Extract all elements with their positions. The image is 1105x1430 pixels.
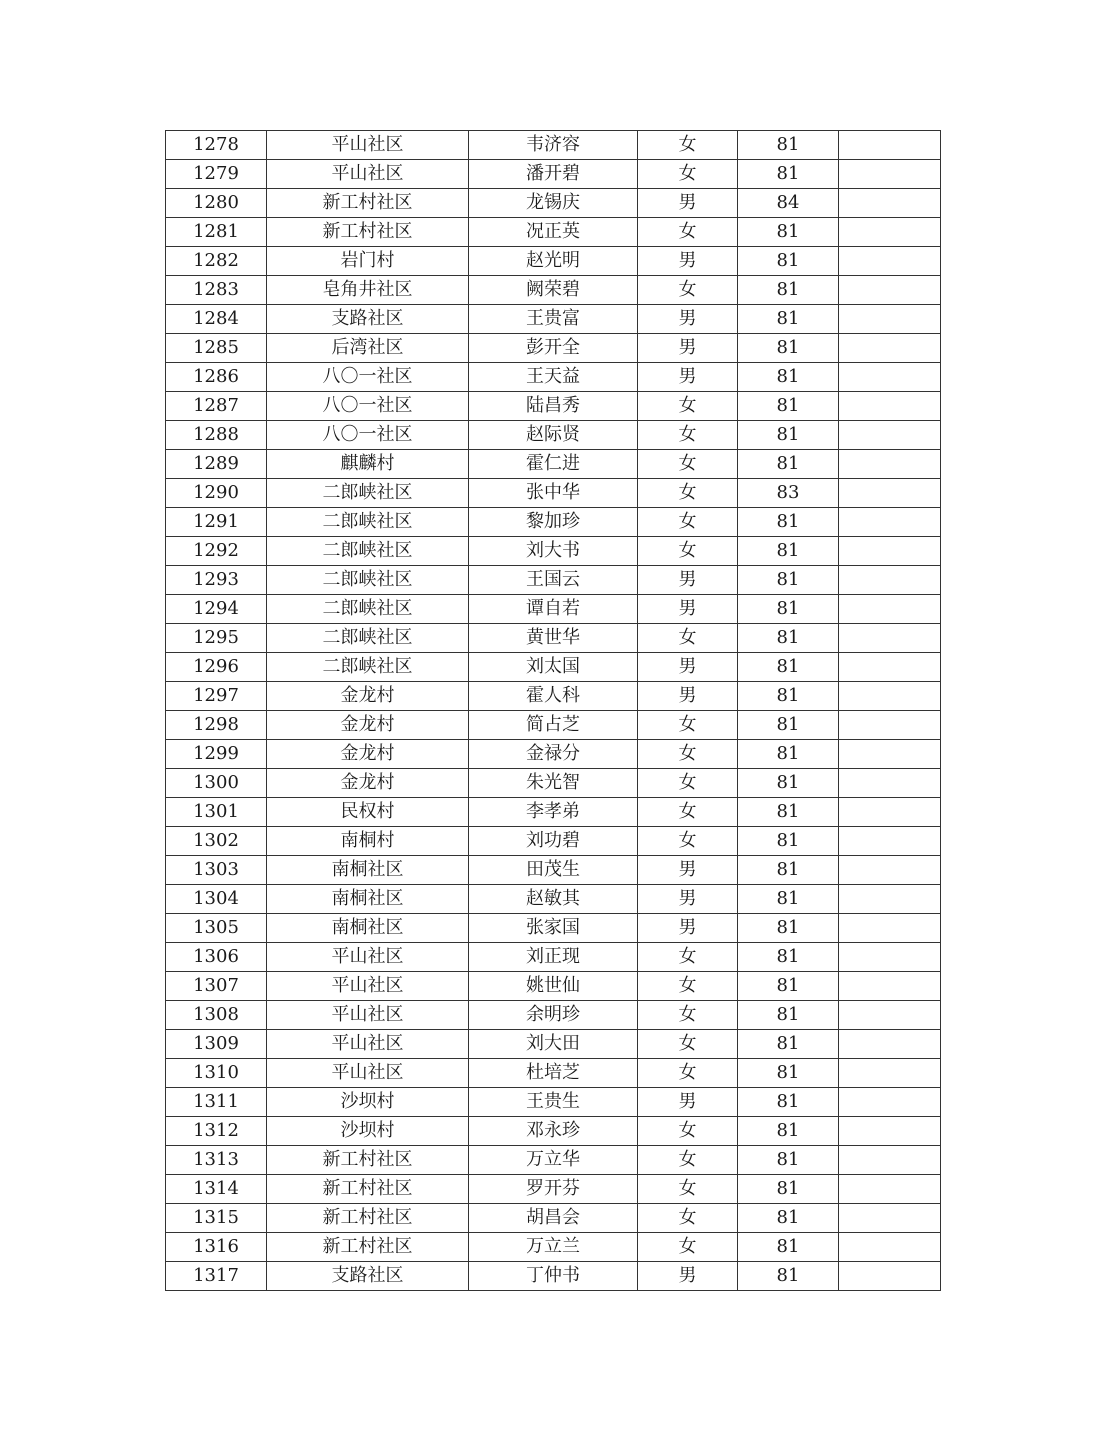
name-cell: 刘大田	[469, 1030, 638, 1059]
community-cell: 二郎峡社区	[267, 508, 469, 537]
seq-cell: 1279	[166, 160, 267, 189]
community-cell: 南桐社区	[267, 885, 469, 914]
table-row	[166, 1262, 941, 1291]
table-row	[166, 885, 941, 914]
gender-cell: 女	[638, 1059, 738, 1088]
gender-cell: 女	[638, 1204, 738, 1233]
community-cell: 二郎峡社区	[267, 595, 469, 624]
gender-cell: 男	[638, 1088, 738, 1117]
note-cell	[839, 1059, 941, 1088]
table-row	[166, 740, 941, 769]
age-cell: 81	[738, 305, 839, 334]
table-row	[166, 479, 941, 508]
community-cell: 平山社区	[267, 1001, 469, 1030]
note-cell	[839, 305, 941, 334]
name-cell: 田茂生	[469, 856, 638, 885]
table-row	[166, 218, 941, 247]
name-cell: 万立华	[469, 1146, 638, 1175]
age-cell: 81	[738, 218, 839, 247]
community-cell: 新工村社区	[267, 189, 469, 218]
name-cell: 刘功碧	[469, 827, 638, 856]
community-cell: 支路社区	[267, 305, 469, 334]
community-cell: 沙坝村	[267, 1117, 469, 1146]
gender-cell: 女	[638, 537, 738, 566]
name-cell: 余明珍	[469, 1001, 638, 1030]
seq-cell: 1278	[166, 131, 267, 160]
community-cell: 平山社区	[267, 1030, 469, 1059]
community-cell: 南桐村	[267, 827, 469, 856]
age-cell: 81	[738, 450, 839, 479]
table-row	[166, 682, 941, 711]
table-row	[166, 1059, 941, 1088]
name-cell: 潘开碧	[469, 160, 638, 189]
age-cell: 81	[738, 827, 839, 856]
table-row	[166, 1233, 941, 1262]
gender-cell: 男	[638, 885, 738, 914]
seq-cell: 1301	[166, 798, 267, 827]
note-cell	[839, 943, 941, 972]
note-cell	[839, 856, 941, 885]
age-cell: 81	[738, 1204, 839, 1233]
gender-cell: 女	[638, 740, 738, 769]
community-cell: 八〇一社区	[267, 363, 469, 392]
age-cell: 81	[738, 363, 839, 392]
seq-cell: 1317	[166, 1262, 267, 1291]
gender-cell: 女	[638, 421, 738, 450]
gender-cell: 女	[638, 943, 738, 972]
name-cell: 胡昌会	[469, 1204, 638, 1233]
gender-cell: 男	[638, 363, 738, 392]
seq-cell: 1291	[166, 508, 267, 537]
community-cell: 新工村社区	[267, 1175, 469, 1204]
gender-cell: 男	[638, 247, 738, 276]
note-cell	[839, 218, 941, 247]
age-cell: 81	[738, 1088, 839, 1117]
table-row	[166, 827, 941, 856]
age-cell: 81	[738, 682, 839, 711]
name-cell: 姚世仙	[469, 972, 638, 1001]
seq-cell: 1306	[166, 943, 267, 972]
table-row	[166, 1117, 941, 1146]
age-cell: 81	[738, 566, 839, 595]
community-cell: 二郎峡社区	[267, 479, 469, 508]
note-cell	[839, 914, 941, 943]
gender-cell: 女	[638, 392, 738, 421]
note-cell	[839, 189, 941, 218]
gender-cell: 男	[638, 334, 738, 363]
note-cell	[839, 740, 941, 769]
age-cell: 81	[738, 276, 839, 305]
gender-cell: 女	[638, 1175, 738, 1204]
gender-cell: 男	[638, 914, 738, 943]
note-cell	[839, 653, 941, 682]
name-cell: 张家国	[469, 914, 638, 943]
note-cell	[839, 247, 941, 276]
age-cell: 81	[738, 769, 839, 798]
seq-cell: 1312	[166, 1117, 267, 1146]
age-cell: 81	[738, 972, 839, 1001]
age-cell: 81	[738, 1233, 839, 1262]
age-cell: 81	[738, 1175, 839, 1204]
seq-cell: 1295	[166, 624, 267, 653]
note-cell	[839, 1001, 941, 1030]
note-cell	[839, 537, 941, 566]
note-cell	[839, 363, 941, 392]
seq-cell: 1311	[166, 1088, 267, 1117]
name-cell: 王贵生	[469, 1088, 638, 1117]
name-cell: 阙荣碧	[469, 276, 638, 305]
table-row	[166, 1088, 941, 1117]
note-cell	[839, 885, 941, 914]
table-row	[166, 421, 941, 450]
name-cell: 刘大书	[469, 537, 638, 566]
table-row	[166, 1204, 941, 1233]
seq-cell: 1310	[166, 1059, 267, 1088]
table-row	[166, 856, 941, 885]
seq-cell: 1283	[166, 276, 267, 305]
gender-cell: 女	[638, 160, 738, 189]
seq-cell: 1280	[166, 189, 267, 218]
note-cell	[839, 972, 941, 1001]
age-cell: 81	[738, 1030, 839, 1059]
community-cell: 新工村社区	[267, 1146, 469, 1175]
name-cell: 万立兰	[469, 1233, 638, 1262]
note-cell	[839, 769, 941, 798]
gender-cell: 女	[638, 769, 738, 798]
gender-cell: 女	[638, 450, 738, 479]
gender-cell: 男	[638, 1262, 738, 1291]
table-row	[166, 276, 941, 305]
name-cell: 张中华	[469, 479, 638, 508]
table-row	[166, 1175, 941, 1204]
community-cell: 金龙村	[267, 769, 469, 798]
name-cell: 杜培芝	[469, 1059, 638, 1088]
table-row	[166, 1146, 941, 1175]
gender-cell: 女	[638, 131, 738, 160]
community-cell: 新工村社区	[267, 1204, 469, 1233]
age-cell: 81	[738, 624, 839, 653]
note-cell	[839, 421, 941, 450]
table-row	[166, 624, 941, 653]
note-cell	[839, 566, 941, 595]
note-cell	[839, 827, 941, 856]
seq-cell: 1293	[166, 566, 267, 595]
seq-cell: 1296	[166, 653, 267, 682]
gender-cell: 女	[638, 1030, 738, 1059]
gender-cell: 男	[638, 566, 738, 595]
table-row	[166, 653, 941, 682]
seq-cell: 1303	[166, 856, 267, 885]
age-cell: 81	[738, 1001, 839, 1030]
name-cell: 简占芝	[469, 711, 638, 740]
note-cell	[839, 798, 941, 827]
note-cell	[839, 1146, 941, 1175]
community-cell: 新工村社区	[267, 218, 469, 247]
community-cell: 岩门村	[267, 247, 469, 276]
table-row	[166, 508, 941, 537]
name-cell: 谭自若	[469, 595, 638, 624]
name-cell: 朱光智	[469, 769, 638, 798]
community-cell: 八〇一社区	[267, 392, 469, 421]
seq-cell: 1315	[166, 1204, 267, 1233]
age-cell: 81	[738, 537, 839, 566]
age-cell: 81	[738, 160, 839, 189]
gender-cell: 女	[638, 1146, 738, 1175]
age-cell: 81	[738, 1117, 839, 1146]
name-cell: 赵光明	[469, 247, 638, 276]
table-row	[166, 334, 941, 363]
gender-cell: 男	[638, 189, 738, 218]
table-row	[166, 595, 941, 624]
table-row	[166, 711, 941, 740]
name-cell: 丁仲书	[469, 1262, 638, 1291]
seq-cell: 1316	[166, 1233, 267, 1262]
table-row	[166, 1001, 941, 1030]
roster-body	[166, 131, 941, 1291]
name-cell: 王国云	[469, 566, 638, 595]
name-cell: 黎加珍	[469, 508, 638, 537]
name-cell: 李孝弟	[469, 798, 638, 827]
seq-cell: 1287	[166, 392, 267, 421]
gender-cell: 男	[638, 682, 738, 711]
community-cell: 新工村社区	[267, 1233, 469, 1262]
table-row	[166, 363, 941, 392]
name-cell: 黄世华	[469, 624, 638, 653]
note-cell	[839, 392, 941, 421]
age-cell: 81	[738, 508, 839, 537]
age-cell: 84	[738, 189, 839, 218]
table-row	[166, 972, 941, 1001]
name-cell: 霍仁进	[469, 450, 638, 479]
name-cell: 赵际贤	[469, 421, 638, 450]
table-row	[166, 189, 941, 218]
seq-cell: 1290	[166, 479, 267, 508]
age-cell: 81	[738, 798, 839, 827]
community-cell: 平山社区	[267, 1059, 469, 1088]
age-cell: 81	[738, 856, 839, 885]
table-row	[166, 160, 941, 189]
community-cell: 平山社区	[267, 160, 469, 189]
gender-cell: 男	[638, 305, 738, 334]
gender-cell: 女	[638, 276, 738, 305]
table-row	[166, 131, 941, 160]
name-cell: 邓永珍	[469, 1117, 638, 1146]
note-cell	[839, 1204, 941, 1233]
seq-cell: 1292	[166, 537, 267, 566]
community-cell: 民权村	[267, 798, 469, 827]
table-row	[166, 1030, 941, 1059]
roster-table	[165, 130, 941, 1291]
name-cell: 霍人科	[469, 682, 638, 711]
age-cell: 81	[738, 131, 839, 160]
gender-cell: 女	[638, 1001, 738, 1030]
table-row	[166, 943, 941, 972]
table-row	[166, 537, 941, 566]
name-cell: 赵敏其	[469, 885, 638, 914]
community-cell: 沙坝村	[267, 1088, 469, 1117]
table-row	[166, 450, 941, 479]
community-cell: 皂角井社区	[267, 276, 469, 305]
note-cell	[839, 1030, 941, 1059]
community-cell: 南桐社区	[267, 856, 469, 885]
age-cell: 81	[738, 1262, 839, 1291]
name-cell: 王天益	[469, 363, 638, 392]
age-cell: 81	[738, 943, 839, 972]
seq-cell: 1294	[166, 595, 267, 624]
seq-cell: 1300	[166, 769, 267, 798]
community-cell: 二郎峡社区	[267, 653, 469, 682]
name-cell: 王贵富	[469, 305, 638, 334]
name-cell: 刘太国	[469, 653, 638, 682]
name-cell: 彭开全	[469, 334, 638, 363]
gender-cell: 男	[638, 856, 738, 885]
name-cell: 龙锡庆	[469, 189, 638, 218]
gender-cell: 女	[638, 711, 738, 740]
note-cell	[839, 711, 941, 740]
note-cell	[839, 1233, 941, 1262]
note-cell	[839, 131, 941, 160]
age-cell: 81	[738, 247, 839, 276]
name-cell: 罗开芬	[469, 1175, 638, 1204]
community-cell: 平山社区	[267, 131, 469, 160]
seq-cell: 1307	[166, 972, 267, 1001]
name-cell: 陆昌秀	[469, 392, 638, 421]
name-cell: 金禄分	[469, 740, 638, 769]
community-cell: 麒麟村	[267, 450, 469, 479]
community-cell: 金龙村	[267, 711, 469, 740]
gender-cell: 男	[638, 595, 738, 624]
gender-cell: 女	[638, 624, 738, 653]
seq-cell: 1305	[166, 914, 267, 943]
seq-cell: 1289	[166, 450, 267, 479]
gender-cell: 女	[638, 479, 738, 508]
table-row	[166, 392, 941, 421]
note-cell	[839, 160, 941, 189]
community-cell: 二郎峡社区	[267, 537, 469, 566]
age-cell: 81	[738, 653, 839, 682]
community-cell: 二郎峡社区	[267, 624, 469, 653]
note-cell	[839, 450, 941, 479]
community-cell: 八〇一社区	[267, 421, 469, 450]
note-cell	[839, 682, 941, 711]
gender-cell: 女	[638, 798, 738, 827]
note-cell	[839, 1117, 941, 1146]
note-cell	[839, 508, 941, 537]
table-row	[166, 914, 941, 943]
note-cell	[839, 1088, 941, 1117]
gender-cell: 女	[638, 218, 738, 247]
seq-cell: 1288	[166, 421, 267, 450]
name-cell: 韦济容	[469, 131, 638, 160]
seq-cell: 1298	[166, 711, 267, 740]
seq-cell: 1313	[166, 1146, 267, 1175]
gender-cell: 女	[638, 508, 738, 537]
seq-cell: 1314	[166, 1175, 267, 1204]
note-cell	[839, 1262, 941, 1291]
seq-cell: 1309	[166, 1030, 267, 1059]
age-cell: 81	[738, 914, 839, 943]
age-cell: 81	[738, 1059, 839, 1088]
table-row	[166, 566, 941, 595]
gender-cell: 男	[638, 653, 738, 682]
note-cell	[839, 624, 941, 653]
community-cell: 金龙村	[267, 740, 469, 769]
age-cell: 81	[738, 740, 839, 769]
note-cell	[839, 595, 941, 624]
table-row	[166, 769, 941, 798]
gender-cell: 女	[638, 827, 738, 856]
table-row	[166, 305, 941, 334]
community-cell: 二郎峡社区	[267, 566, 469, 595]
note-cell	[839, 1175, 941, 1204]
seq-cell: 1285	[166, 334, 267, 363]
community-cell: 支路社区	[267, 1262, 469, 1291]
gender-cell: 女	[638, 1233, 738, 1262]
seq-cell: 1281	[166, 218, 267, 247]
age-cell: 81	[738, 595, 839, 624]
age-cell: 83	[738, 479, 839, 508]
seq-cell: 1299	[166, 740, 267, 769]
age-cell: 81	[738, 711, 839, 740]
seq-cell: 1308	[166, 1001, 267, 1030]
seq-cell: 1286	[166, 363, 267, 392]
community-cell: 后湾社区	[267, 334, 469, 363]
name-cell: 况正英	[469, 218, 638, 247]
note-cell	[839, 334, 941, 363]
age-cell: 81	[738, 392, 839, 421]
table-row	[166, 798, 941, 827]
age-cell: 81	[738, 334, 839, 363]
seq-cell: 1284	[166, 305, 267, 334]
community-cell: 平山社区	[267, 943, 469, 972]
note-cell	[839, 276, 941, 305]
gender-cell: 女	[638, 1117, 738, 1146]
seq-cell: 1297	[166, 682, 267, 711]
age-cell: 81	[738, 421, 839, 450]
seq-cell: 1302	[166, 827, 267, 856]
gender-cell: 女	[638, 972, 738, 1001]
seq-cell: 1304	[166, 885, 267, 914]
seq-cell: 1282	[166, 247, 267, 276]
community-cell: 金龙村	[267, 682, 469, 711]
age-cell: 81	[738, 885, 839, 914]
age-cell: 81	[738, 1146, 839, 1175]
name-cell: 刘正现	[469, 943, 638, 972]
table-row	[166, 247, 941, 276]
community-cell: 南桐社区	[267, 914, 469, 943]
note-cell	[839, 479, 941, 508]
community-cell: 平山社区	[267, 972, 469, 1001]
